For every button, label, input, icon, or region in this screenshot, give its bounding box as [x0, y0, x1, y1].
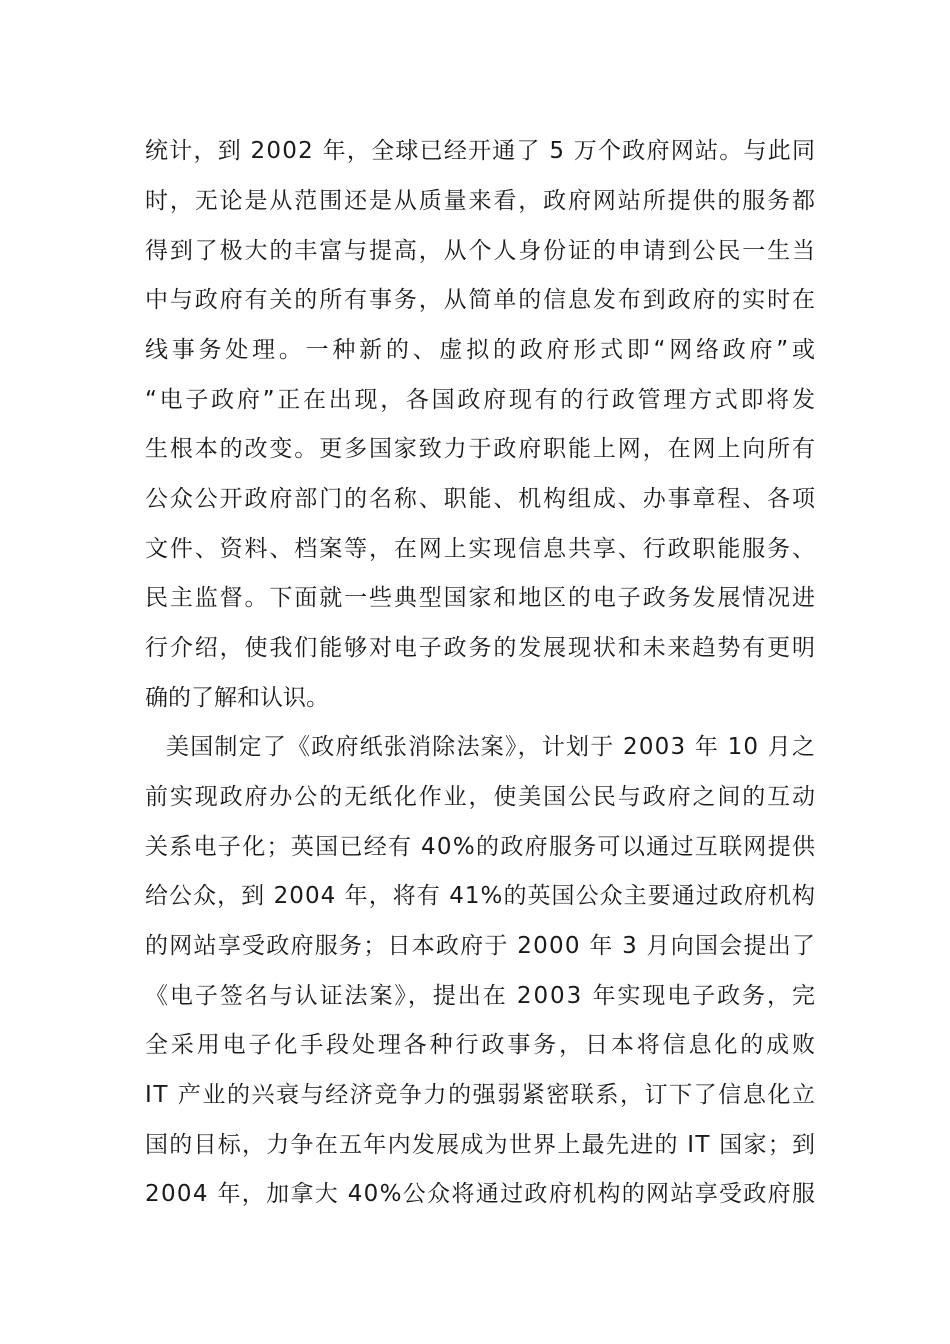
paragraph-1-line-7: 生根本的改变。更多国家致力于政府职能上网，在网上向所有 — [145, 436, 817, 462]
paragraph-2-line-1: 美国制定了《政府纸张消除法案》，计划于 2003 年 10 月之 — [166, 734, 817, 760]
paragraph-1-line-2: 时，无论是从范围还是从质量来看，政府网站所提供的服务都 — [145, 188, 817, 214]
paragraph-2-line-10: 2004 年，加拿大 40%公众将通过政府机构的网站享受政府服 — [145, 1181, 817, 1207]
paragraph-1-line-4: 中与政府有关的所有事务，从简单的信息发布到政府的实时在 — [145, 287, 817, 313]
paragraph-1-line-10: 民主监督。下面就一些典型国家和地区的电子政务发展情况进 — [145, 585, 817, 611]
paragraph-2-line-5: 的网站享受政府服务；日本政府于 2000 年 3 月向国会提出了 — [145, 933, 817, 959]
paragraph-1-line-9: 文件、资料、档案等，在网上实现信息共享、行政职能服务、 — [145, 536, 817, 562]
paragraph-2-line-8: IT 产业的兴衰与经济竞争力的强弱紧密联系，订下了信息化立 — [145, 1082, 817, 1108]
paragraph-1-line-8: 公众公开政府部门的名称、职能、机构组成、办事章程、各项 — [145, 486, 817, 512]
paragraph-1-line-12: 确的了解和认识。 — [145, 685, 329, 711]
paragraph-1-line-5: 线事务处理。一种新的、虚拟的政府形式即“网络政府”或 — [145, 337, 819, 363]
paragraph-1-line-11: 行介绍，使我们能够对电子政务的发展现状和未来趋势有更明 — [145, 635, 817, 661]
paragraph-1-line-1: 统计，到 2002 年，全球已经开通了 5 万个政府网站。与此同 — [145, 138, 817, 164]
paragraph-2-line-6: 《电子签名与认证法案》，提出在 2003 年实现电子政务，完 — [145, 983, 817, 1009]
paragraph-1-line-6: “电子政府”正在出现，各国政府现有的行政管理方式即将发 — [145, 387, 818, 413]
paragraph-2-line-4: 给公众，到 2004 年，将有 41%的英国公众主要通过政府机构 — [145, 883, 817, 909]
paragraph-2-line-9: 国的目标，力争在五年内发展成为世界上最先进的 IT 国家；到 — [145, 1132, 817, 1158]
paragraph-2-line-7: 全采用电子化手段处理各种行政事务，日本将信息化的成败 — [145, 1032, 818, 1058]
paragraph-2-line-2: 前实现政府办公的无纸化作业，使美国公民与政府之间的互动 — [145, 784, 817, 810]
paragraph-2-line-3: 关系电子化；英国已经有 40%的政府服务可以通过互联网提供 — [145, 834, 817, 860]
paragraph-1-line-3: 得到了极大的丰富与提高，从个人身份证的申请到公民一生当 — [145, 238, 817, 264]
